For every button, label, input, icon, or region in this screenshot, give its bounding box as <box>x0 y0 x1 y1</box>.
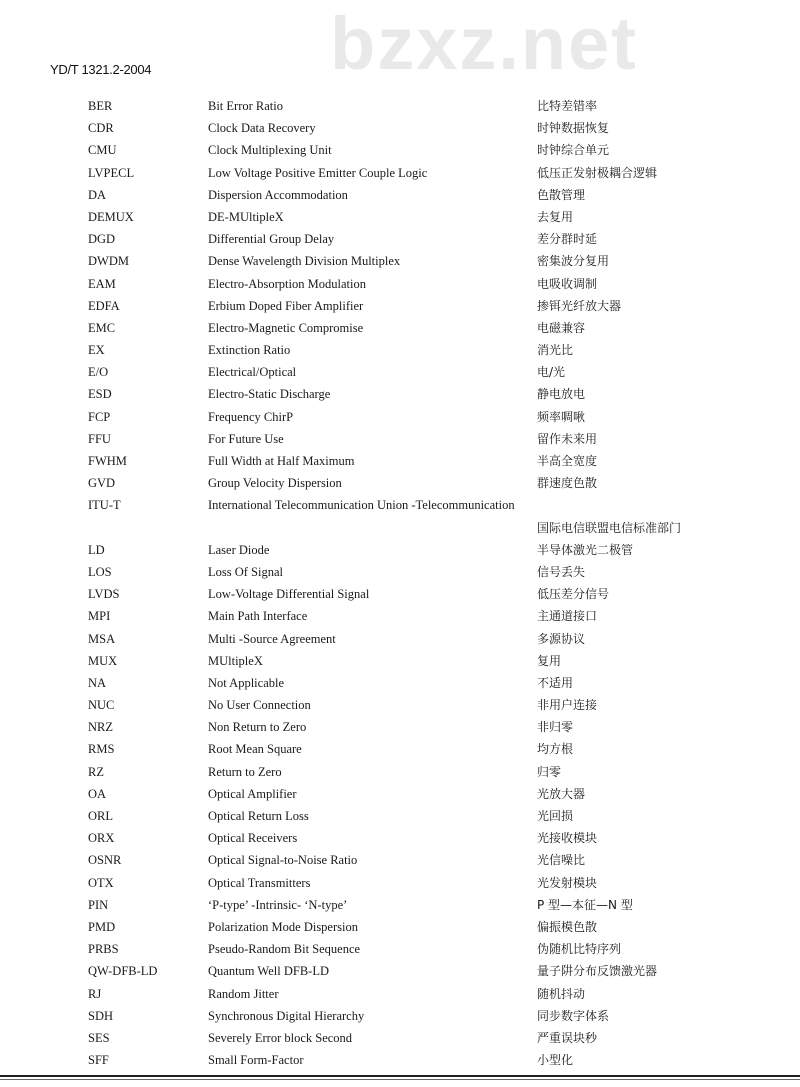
english-term: ‘P-type’ -Intrinsic- ‘N-type’ <box>208 897 348 912</box>
abbreviation-row <box>0 317 800 339</box>
abbreviation-row <box>0 672 800 694</box>
english-term: MUltipleX <box>208 653 263 668</box>
english-term: Low Voltage Positive Emitter Couple Logic <box>208 165 428 180</box>
english-term: Clock Data Recovery <box>208 121 316 136</box>
abbreviation-row <box>0 605 800 627</box>
english-term: Not Applicable <box>208 675 285 690</box>
chinese-term: 光发射模块 <box>537 875 598 890</box>
abbreviation-row <box>0 139 800 161</box>
abbreviation: OTX <box>88 875 114 890</box>
abbreviation-row <box>0 650 800 672</box>
footer-rule <box>0 1075 800 1077</box>
abbreviation-row <box>0 184 800 206</box>
abbreviation: RZ <box>88 764 104 779</box>
chinese-term: 半高全宽度 <box>537 454 598 468</box>
chinese-term: 主通道接口 <box>537 609 598 624</box>
chinese-term: 比特差错率 <box>537 99 598 113</box>
abbreviation: ORL <box>88 809 113 823</box>
english-term: Low-Voltage Differential Signal <box>208 587 370 602</box>
english-term: Full Width at Half Maximum <box>208 454 355 468</box>
abbreviation-row <box>0 339 800 361</box>
abbreviation-row <box>0 583 800 605</box>
english-term: Main Path Interface <box>208 609 308 624</box>
chinese-term: 多源协议 <box>537 631 586 646</box>
chinese-term: 低压差分信号 <box>537 587 610 602</box>
chinese-term: 复用 <box>537 653 562 668</box>
abbreviation: GVD <box>88 476 116 491</box>
abbreviation: NA <box>88 675 107 690</box>
chinese-term: 时钟综合单元 <box>537 143 610 158</box>
abbreviation: NRZ <box>88 720 113 735</box>
abbreviation-row <box>0 273 800 295</box>
english-term: No User Connection <box>208 698 311 713</box>
chinese-term: 严重误块秒 <box>537 1030 598 1045</box>
english-term: Return to Zero <box>208 764 282 779</box>
english-term: Synchronous Digital Hierarchy <box>208 1008 365 1023</box>
english-term: Dense Wavelength Division Multiplex <box>208 254 401 269</box>
english-term: Severely Error block Second <box>208 1030 353 1045</box>
abbreviation: PMD <box>88 919 116 934</box>
chinese-term: 群速度色散 <box>537 476 598 491</box>
chinese-term: 信号丢失 <box>537 564 586 579</box>
english-term: Optical Return Loss <box>208 809 309 823</box>
chinese-term: 伪随机比特序列 <box>537 942 622 957</box>
abbreviation-row <box>0 95 800 117</box>
abbreviation: OA <box>88 786 107 801</box>
chinese-term: 同步数字体系 <box>537 1008 610 1023</box>
abbreviation-row <box>0 539 800 561</box>
abbreviation: ITU-T <box>88 498 121 513</box>
english-term: DE-MUltipleX <box>208 209 284 224</box>
abbreviation-row <box>0 361 800 383</box>
english-term: Electro-Absorption Modulation <box>208 276 366 291</box>
chinese-term: 静电放电 <box>537 387 586 402</box>
abbreviation-row <box>0 162 800 184</box>
abbreviation-row <box>0 738 800 760</box>
abbreviation-row <box>0 783 800 805</box>
english-term: Laser Diode <box>208 542 270 557</box>
chinese-term: 归零 <box>537 764 562 779</box>
abbreviation-row <box>0 250 800 272</box>
chinese-term: 低压正发射极耦合逻辑 <box>537 165 658 180</box>
chinese-term: 色散管理 <box>537 187 586 202</box>
english-term: Optical Transmitters <box>208 875 311 890</box>
abbreviation: MSA <box>88 631 116 646</box>
abbreviation: LD <box>88 542 105 557</box>
english-term: International Telecommunication Union -Telecommunication <box>208 498 515 513</box>
abbreviation-row <box>0 1049 800 1071</box>
abbreviation-row <box>0 295 800 317</box>
english-term: Pseudo-Random Bit Sequence <box>208 942 361 957</box>
abbreviation-row <box>0 494 800 516</box>
english-term: Polarization Mode Dispersion <box>208 919 358 934</box>
english-term: Frequency ChirP <box>208 409 294 424</box>
chinese-term: 国际电信联盟电信标准部门 <box>537 520 682 535</box>
chinese-term: 光回损 <box>537 809 574 823</box>
watermark: bzxz.net <box>330 2 638 85</box>
chinese-term: 量子阱分布反馈激光器 <box>537 964 658 979</box>
english-term: Clock Multiplexing Unit <box>208 143 332 158</box>
abbreviation: OSNR <box>88 853 122 868</box>
abbreviation-row <box>0 983 800 1005</box>
abbreviation: EAM <box>88 276 116 291</box>
abbreviation-row <box>0 517 800 539</box>
abbreviation: PRBS <box>88 942 119 957</box>
abbreviation: DGD <box>88 232 116 247</box>
abbreviation: DWDM <box>88 254 129 269</box>
abbreviation: CDR <box>88 121 114 136</box>
abbreviation-row <box>0 960 800 982</box>
chinese-term: 光接收模块 <box>537 831 598 846</box>
english-term: Optical Amplifier <box>208 786 297 801</box>
abbreviation-row <box>0 805 800 827</box>
abbreviation: QW-DFB-LD <box>88 964 158 979</box>
abbreviation-row <box>0 228 800 250</box>
abbreviation-row <box>0 406 800 428</box>
chinese-term: 留作未来用 <box>537 431 598 446</box>
abbreviation: FCP <box>88 409 111 424</box>
english-term: Group Velocity Dispersion <box>208 476 342 491</box>
chinese-term: 时钟数据恢复 <box>537 121 610 136</box>
abbreviation: FFU <box>88 431 111 446</box>
abbreviation: RJ <box>88 986 102 1001</box>
chinese-term: 随机抖动 <box>537 986 586 1001</box>
english-term: Quantum Well DFB-LD <box>208 964 329 979</box>
abbreviation-row <box>0 938 800 960</box>
chinese-term: 去复用 <box>537 209 574 224</box>
english-term: Multi -Source Agreement <box>208 631 336 646</box>
english-term: Optical Signal-to-Noise Ratio <box>208 853 358 868</box>
english-term: For Future Use <box>208 431 284 446</box>
abbreviation: PIN <box>88 897 109 912</box>
abbreviation: EDFA <box>88 298 120 313</box>
abbreviation: MUX <box>88 653 118 668</box>
abbreviation: LVDS <box>88 587 120 602</box>
english-term: Dispersion Accommodation <box>208 187 348 202</box>
abbreviation-row <box>0 206 800 228</box>
abbreviation: SDH <box>88 1008 114 1023</box>
english-term: Bit Error Ratio <box>208 99 283 113</box>
abbreviation-row <box>0 872 800 894</box>
abbreviation-row <box>0 561 800 583</box>
chinese-term: 电磁兼容 <box>537 320 586 335</box>
chinese-term: 掺铒光纤放大器 <box>537 298 622 313</box>
english-term: Differential Group Delay <box>208 232 335 247</box>
english-term: Random Jitter <box>208 986 279 1001</box>
chinese-term: 电/光 <box>537 365 566 380</box>
english-term: Extinction Ratio <box>208 343 291 358</box>
abbreviation: FWHM <box>88 454 127 468</box>
english-term: Electro-Static Discharge <box>208 387 331 402</box>
abbreviation: SES <box>88 1030 110 1045</box>
standard-number: YD/T 1321.2-2004 <box>50 62 152 77</box>
english-term: Loss Of Signal <box>208 564 283 579</box>
abbreviation-row <box>0 849 800 871</box>
abbreviation-row <box>0 827 800 849</box>
abbreviation-row <box>0 716 800 738</box>
abbreviation-row <box>0 628 800 650</box>
abbreviation: DA <box>88 187 107 202</box>
abbreviation-row <box>0 383 800 405</box>
chinese-term: 小型化 <box>537 1053 574 1068</box>
english-term: Root Mean Square <box>208 742 302 757</box>
abbreviation-row <box>0 894 800 916</box>
abbreviation-row <box>0 472 800 494</box>
abbreviation: EMC <box>88 320 116 335</box>
abbreviation: E/O <box>88 365 109 380</box>
abbreviation: EX <box>88 343 105 358</box>
abbreviation-row <box>0 916 800 938</box>
chinese-term: 频率啁啾 <box>537 409 586 424</box>
english-term: Small Form-Factor <box>208 1053 304 1068</box>
chinese-term: 差分群时延 <box>537 232 598 247</box>
abbreviation: CMU <box>88 143 117 158</box>
chinese-term: 不适用 <box>537 675 574 690</box>
chinese-term: 电吸收调制 <box>537 276 598 291</box>
abbreviation: LVPECL <box>88 165 135 180</box>
abbreviation-row <box>0 1005 800 1027</box>
abbreviation-row <box>0 450 800 472</box>
chinese-term: 偏振模色散 <box>537 919 598 934</box>
abbreviation: NUC <box>88 698 115 713</box>
abbreviation: LOS <box>88 564 112 579</box>
english-term: Erbium Doped Fiber Amplifier <box>208 298 364 313</box>
english-term: Electrical/Optical <box>208 365 297 380</box>
chinese-term: P 型—本征—N 型 <box>537 897 633 912</box>
abbreviation-row <box>0 428 800 450</box>
abbreviation: SFF <box>88 1053 109 1068</box>
abbreviation: DEMUX <box>88 209 134 224</box>
abbreviation-row <box>0 117 800 139</box>
footer-rule-thin <box>0 1079 800 1080</box>
chinese-term: 非用户连接 <box>537 698 598 713</box>
chinese-term: 密集波分复用 <box>537 254 610 269</box>
abbreviation-row <box>0 694 800 716</box>
chinese-term: 消光比 <box>537 343 574 358</box>
english-term: Electro-Magnetic Compromise <box>208 320 364 335</box>
chinese-term: 均方根 <box>537 742 574 757</box>
chinese-term: 光放大器 <box>537 786 586 801</box>
chinese-term: 光信噪比 <box>537 853 586 868</box>
abbreviation-list <box>0 95 800 1071</box>
chinese-term: 非归零 <box>537 720 574 735</box>
english-term: Optical Receivers <box>208 831 298 846</box>
abbreviation: BER <box>88 99 113 113</box>
english-term: Non Return to Zero <box>208 720 307 735</box>
abbreviation: ORX <box>88 831 115 846</box>
abbreviation-row <box>0 761 800 783</box>
chinese-term: 半导体激光二极管 <box>537 542 634 557</box>
abbreviation-row <box>0 1027 800 1049</box>
abbreviation: ESD <box>88 387 112 402</box>
abbreviation: MPI <box>88 609 111 624</box>
abbreviation: RMS <box>88 742 115 757</box>
